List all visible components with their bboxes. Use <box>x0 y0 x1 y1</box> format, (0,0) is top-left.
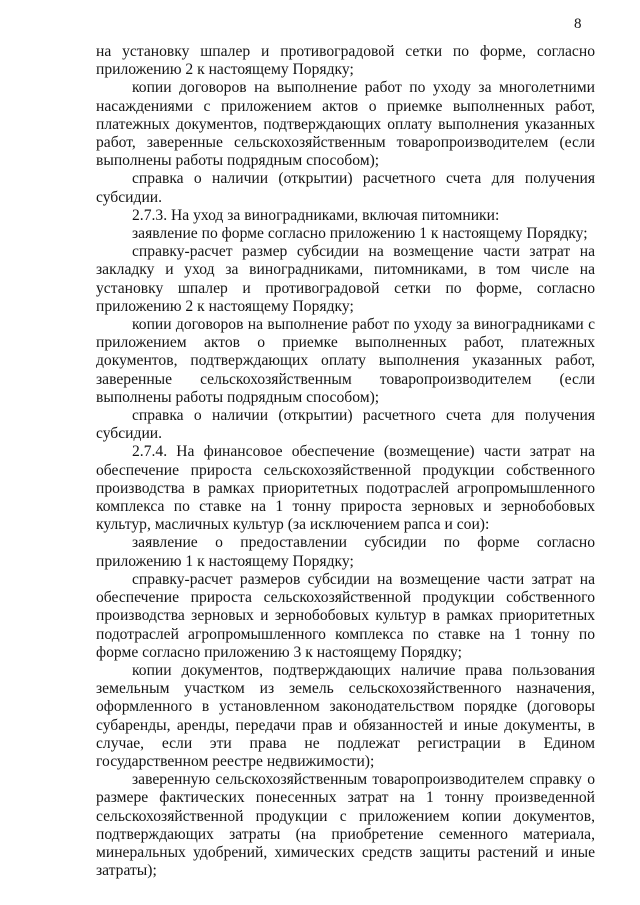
paragraph-subsidy-calculation-vineyards: справку-расчет размер субсидии на возмещение части затрат на закладку и уход за виноградниками, питомниками, в том числе на установку шпалер и противоградовой сетки по форме, согласно приложению 2 к настоящему Порядку; <box>96 243 595 315</box>
section-heading-2-7-3: 2.7.3. На уход за виноградниками, включая питомники: <box>132 206 500 224</box>
paragraph-subsidy-calculation-grain: справку-расчет размеров субсидии на возмещение части затрат на обеспечение прироста сельскохозяйственной продукции собственного производства зерновых и зернобобовых культур в рамках приоритетных подотраслей агропромышленного комплекса по ставке на 1 тонну по форме согласно приложению 3 к настоящему Порядку; <box>96 570 595 661</box>
section-heading-2-7-4: 2.7.4. На финансовое обеспечение (возмещение) части затрат на обеспечение прироста сельскохозяйственной продукции собственного производства в рамках приоритетных подотраслей агропромышленного комплекса по ставке на 1 тонну прироста зерновых и зернобобовых культур, масличных культур (за исключением рапса и сои): <box>96 443 595 534</box>
paragraph-contracts-perennial-plantings: копии договоров на выполнение работ по уходу за многолетними насаждениями с приложением актов о приемке выполненных работ, платежных документов, подтверждающих оплату выполнения указанных работ, заверенные сельскохозяйственным товаропроизводителем (если выполнены работы подрядным способом); <box>96 79 595 170</box>
paragraph-subsidy-application: заявление о предоставлении субсидии по форме согласно приложению 1 к настоящему Порядку; <box>96 534 595 570</box>
page-number: 8 <box>574 16 582 32</box>
paragraph-bank-account-certificate: справка о наличии (открытии) расчетного счета для получения субсидии. <box>96 170 595 206</box>
paragraph-installation-continuation: на установку шпалер и противоградовой сетки по форме, согласно приложению 2 к настоящему Порядку; <box>96 43 595 79</box>
paragraph-land-use-documents: копии документов, подтверждающих наличие права пользования земельным участком из земель сельскохозяйственного назначения, оформленного в установленном законодательством порядке (договоры субаренды, аренды, передачи прав и обязанностей и иные документы, в случае, если эти права не подлежат регистрации в Едином государственном реестре недвижимости); <box>96 661 595 770</box>
paragraph-actual-costs-certificate: заверенную сельскохозяйственным товаропроизводителем справку о размере фактических понесенных затрат на 1 тонну произведенной сельскохозяйственной продукции с приложением копии документов, подтверждающих затраты (на приобретение семенного материала, минеральных удобрений, химических средств защиты растений и иные затраты); <box>96 771 595 880</box>
paragraph-bank-account-certificate-2: справка о наличии (открытии) расчетного счета для получения субсидии. <box>96 407 595 443</box>
document-body <box>96 43 595 880</box>
paragraph-contracts-vineyards: копии договоров на выполнение работ по уходу за виноградниками с приложением актов о приемке выполненных работ, платежных документов, подтверждающих оплату выполнения указанных работ, заверенные сельскохозяйственным товаропроизводителем (если выполнены работы подрядным способом); <box>96 316 595 406</box>
paragraph-application-form: заявление по форме согласно приложению 1 к настоящему Порядку; <box>132 225 588 243</box>
